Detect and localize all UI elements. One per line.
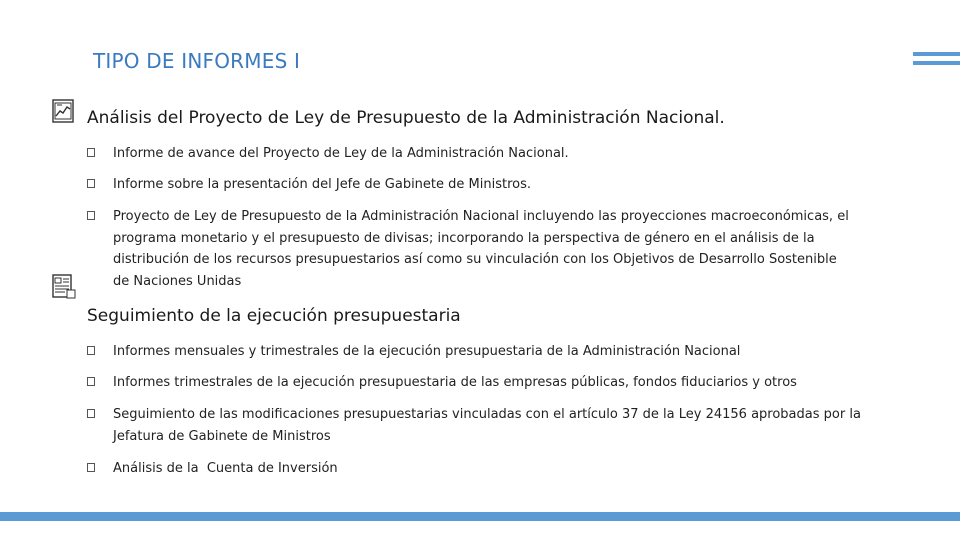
checkbox-bullet-icon (87, 211, 95, 220)
list-item-text: Proyecto de Ley de Presupuesto de la Administración Nacional incluyendo las proyecciones macroeconómicas, el programa monetario y el presupuesto de divisas; incorporando la perspectiva de género en el análisis de la distribución de los recursos presupuestarios así como su vinculación con los Objetivos de Desarrollo Sostenible de Naciones Unidas (113, 209, 849, 289)
checkbox-bullet-icon (87, 346, 95, 355)
list-item-text: Informe de avance del Proyecto de Ley de la Administración Nacional. (113, 146, 569, 161)
checkbox-bullet-icon (87, 148, 95, 157)
section-heading-analysis: Análisis del Proyecto de Ley de Presupuesto de la Administración Nacional. (87, 108, 725, 128)
list-item-text: Informes mensuales y trimestrales de la ejecución presupuestaria de la Administración Nacional (113, 344, 741, 359)
list-item (87, 372, 877, 394)
list-item-text: Seguimiento de las modificaciones presupuestarias vinculadas con el artículo 37 de la Ley 24156 aprobadas por la Jefatura de Gabinete de Ministros (113, 407, 861, 444)
list-item-text: Análisis de la Cuenta de Inversión (113, 461, 338, 476)
menu-icon (913, 52, 960, 70)
list-item (87, 404, 877, 447)
checkbox-bullet-icon (87, 179, 95, 188)
report-document-icon (52, 273, 76, 299)
list-item-text: Informes trimestrales de la ejecución presupuestaria de las empresas públicas, fondos fiduciarios y otros (113, 375, 797, 390)
list-item (87, 143, 877, 165)
slide-title: TIPO DE INFORMES I (93, 49, 301, 73)
chart-document-icon (52, 99, 76, 125)
list-item (87, 458, 877, 480)
checkbox-bullet-icon (87, 377, 95, 386)
checkbox-bullet-icon (87, 463, 95, 472)
list-item (87, 174, 877, 196)
footer-bar (0, 512, 960, 521)
list-item-text: Informe sobre la presentación del Jefe de Gabinete de Ministros. (113, 177, 531, 192)
checkbox-bullet-icon (87, 409, 95, 418)
section-heading-execution: Seguimiento de la ejecución presupuestaria (87, 306, 461, 326)
list-item (87, 341, 877, 363)
list-item (87, 206, 857, 292)
